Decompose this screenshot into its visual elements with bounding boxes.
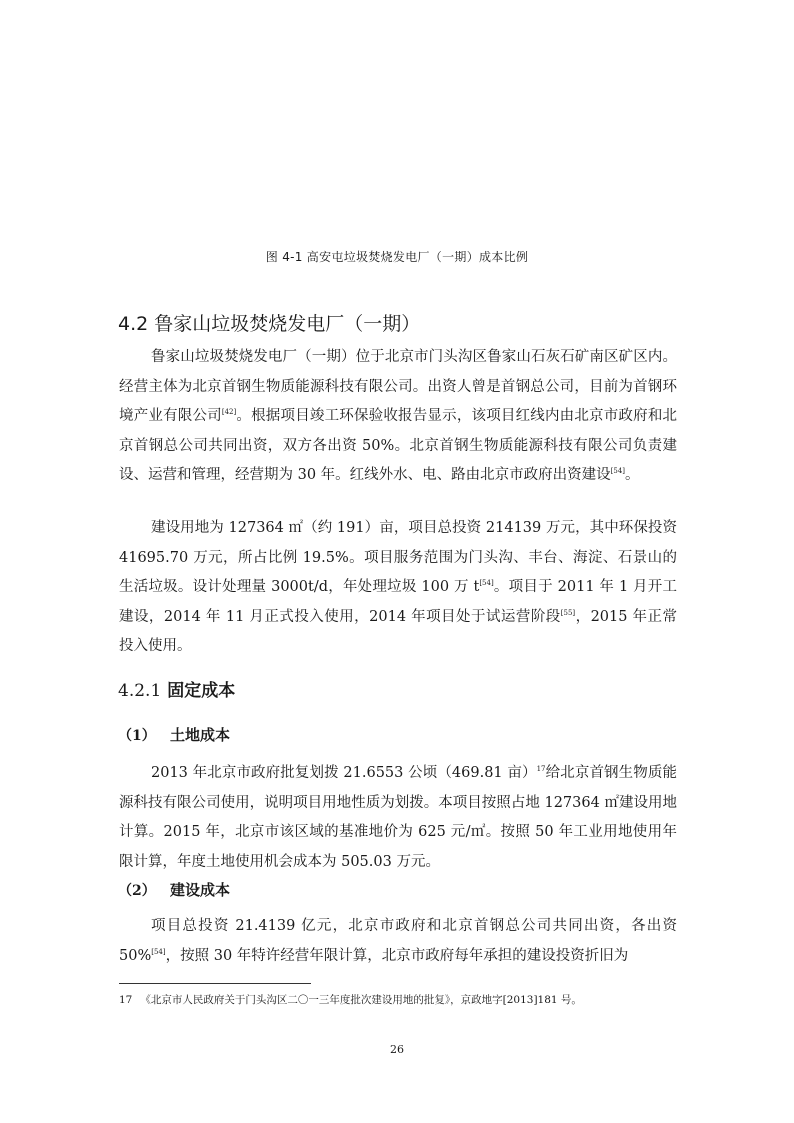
item-paragraph-land-cost bbox=[119, 759, 677, 877]
paragraph-text: ，按照 30 年特许经营年限计算，北京市政府每年承担的建设投资折旧为 bbox=[165, 947, 629, 964]
citation-ref: [54] bbox=[479, 579, 494, 587]
item-heading-construction-cost bbox=[118, 879, 230, 900]
item-number: （2） bbox=[118, 883, 156, 899]
item-title: 土地成本 bbox=[170, 726, 231, 744]
footnote-divider bbox=[119, 983, 311, 984]
subsection-number: 4.2.1 bbox=[118, 681, 162, 701]
section-paragraph-2 bbox=[119, 514, 677, 662]
item-title: 建设成本 bbox=[170, 881, 231, 899]
footnote-number: 17 bbox=[119, 994, 133, 1006]
page-number: 26 bbox=[390, 1043, 404, 1056]
paragraph-text: 给北京首钢生物质能源科技有限公司使用，说明项目用地性质为划拨。本项目按照占地 127364 ㎡建设用地计算。2015 年，北京市该区域的基准地价为 625 元/㎡。按照 50 年工业用地使用年限计算，年度土地使用机会成本为 505.03 万元。 bbox=[119, 765, 677, 870]
footnote bbox=[119, 992, 582, 1007]
item-paragraph-construction-cost bbox=[119, 912, 677, 971]
item-number: （1） bbox=[118, 728, 156, 744]
subsection-title: 固定成本 bbox=[167, 681, 236, 701]
paragraph-text: 。项目于 2011 年 1 月开工建设，2014 年 11 月正式投入使用，2014 年项目处于试运营阶段 bbox=[119, 579, 677, 625]
section-paragraph-1 bbox=[119, 343, 677, 491]
paragraph-text: 2013 年北京市政府批复划拨 21.6553 公顷（469.81 亩） bbox=[151, 765, 537, 781]
paragraph-text: 。 bbox=[625, 467, 640, 483]
citation-ref: [54] bbox=[610, 467, 626, 475]
footnote-text: 《北京市人民政府关于门头沟区二〇一三年度批次建设用地的批复》，京政地字[2013]181 号。 bbox=[140, 994, 582, 1006]
citation-ref: [42] bbox=[221, 408, 237, 416]
subsection-heading bbox=[118, 676, 235, 701]
paragraph-text: 项目总投资 21.4139 亿元，北京市政府和北京首钢总公司共同出资，各出资 50% bbox=[119, 918, 677, 964]
citation-ref: [55] bbox=[560, 608, 576, 617]
citation-ref: [54] bbox=[151, 947, 166, 956]
section-title: 4.2 鲁家山垃圾焚烧发电厂（一期） bbox=[118, 313, 421, 335]
footnote-ref: 17 bbox=[536, 765, 546, 773]
paragraph-text: 。根据项目竣工环保验收报告显示，该项目红线内由北京市政府和北京首钢总公司共同出资，双方各出资 50%。北京首钢生物质能源科技有限公司负责建设、运营和管理，经营期为 30 年。红线外水、电、路由北京市政府出资建设 bbox=[119, 408, 678, 483]
paragraph-text: 建设用地为 127364 ㎡（约 191）亩，项目总投资 214139 万元，其中环保投资 41695.70 万元，所占比例 19.5%。项目服务范围为门头沟、丰台、海淀、石景山的生活垃圾。设计处理量 3000t/d，年处理垃圾 100 万 t bbox=[119, 520, 677, 595]
paragraph-text: 鲁家山垃圾焚烧发电厂（一期）位于北京市门头沟区鲁家山石灰石矿南区矿区内。经营主体为北京首钢生物质能源科技有限公司。出资人曾是首钢总公司，目前为首钢环境产业有限公司 bbox=[119, 349, 677, 424]
paragraph-text: ，2015 年正常投入使用。 bbox=[119, 608, 677, 654]
figure-caption: 图 4-1 高安屯垃圾焚烧发电厂（一期）成本比例 bbox=[265, 250, 529, 264]
item-heading-land-cost bbox=[118, 724, 230, 745]
